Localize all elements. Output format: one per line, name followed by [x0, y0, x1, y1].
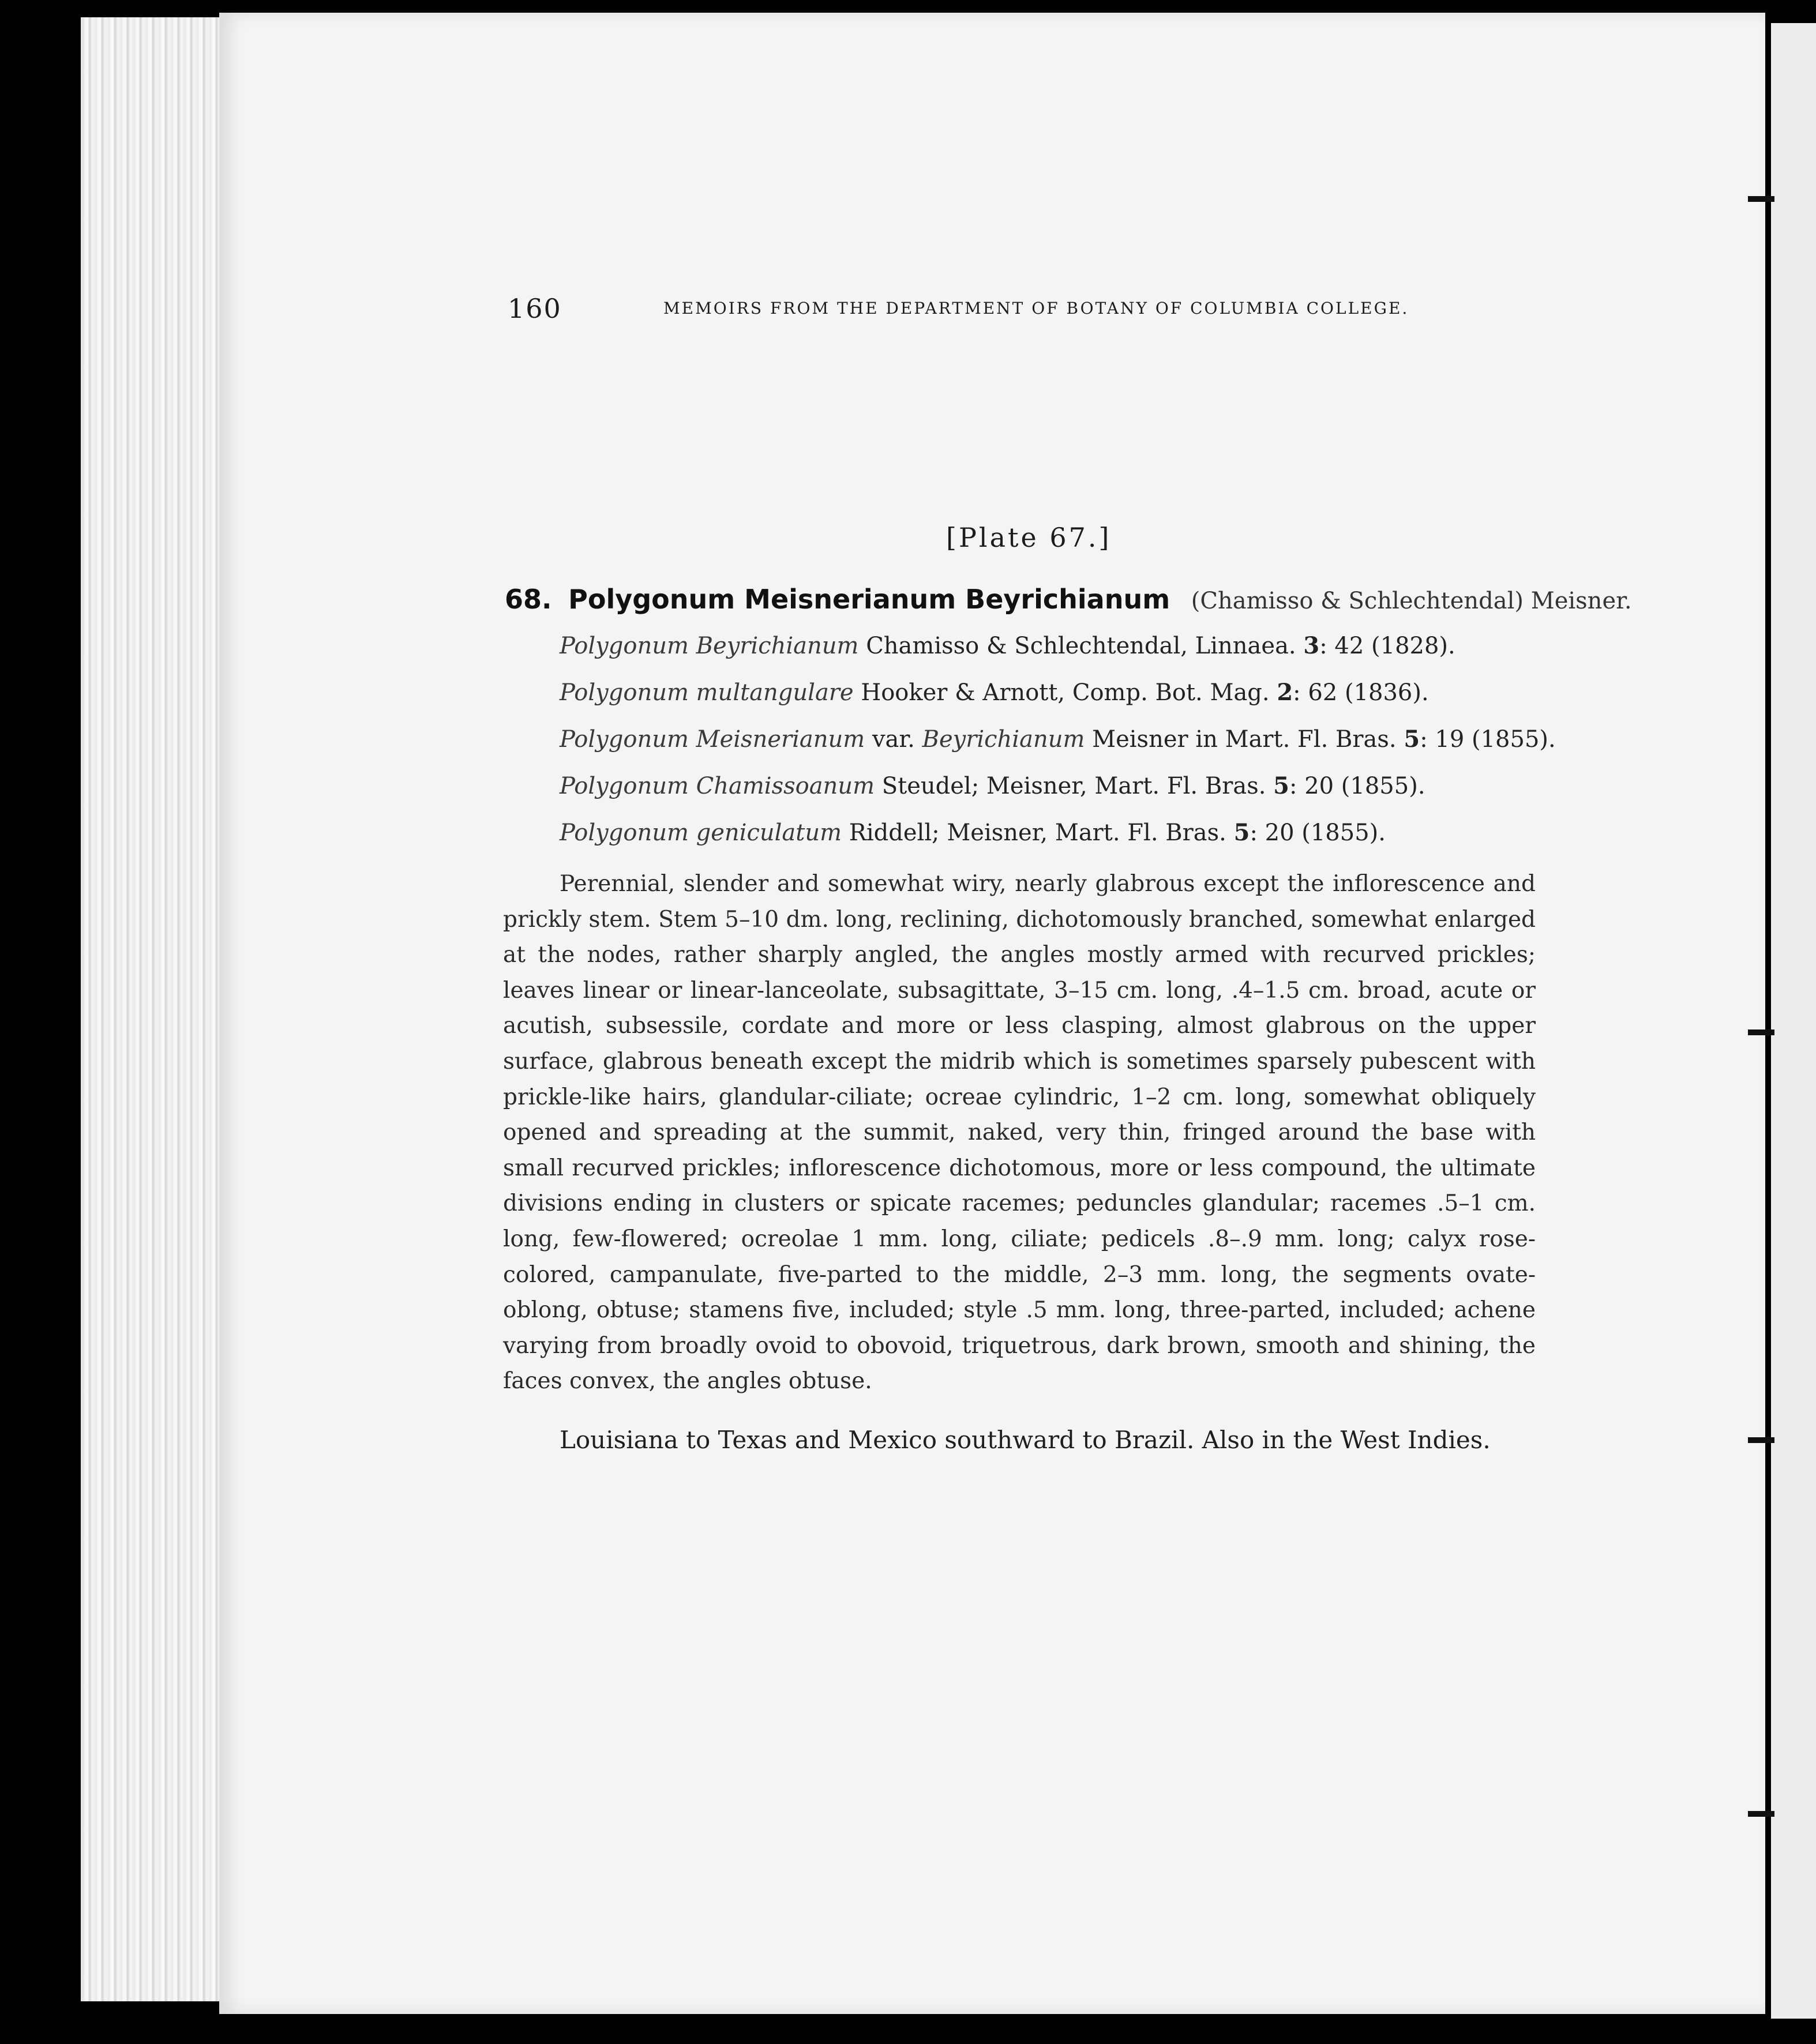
binding-thread-mark: [1748, 1811, 1774, 1817]
synonym-rank: var.: [872, 726, 915, 753]
distribution-note: Louisiana to Texas and Mexico southward to Brazil. Also in the West Indies.: [560, 1426, 1491, 1454]
synonym-entry: [560, 679, 1552, 726]
running-head: [508, 293, 1409, 324]
species-authority: (Chamisso & Schlechtendal) Meisner.: [1191, 588, 1632, 614]
synonym-genus: Polygonum: [560, 726, 689, 753]
synonym-entry: [560, 632, 1552, 679]
synonym-genus: Polygonum: [560, 679, 689, 706]
synonym-genus: Polygonum: [560, 633, 689, 659]
species-name: Polygonum Meisnerianum Beyrichianum: [568, 584, 1170, 615]
synonym-pages: : 20 (1855).: [1289, 773, 1425, 799]
synonym-entry: [560, 819, 1552, 866]
binding-thread-mark: [1748, 1437, 1774, 1443]
synonym-citation: Hooker & Arnott, Comp. Bot. Mag.: [861, 679, 1277, 706]
synonym-volume: 5: [1273, 772, 1289, 799]
synonym-infraspecific-name: Beyrichianum: [922, 726, 1085, 753]
synonym-citation: Meisner in Mart. Fl. Bras.: [1092, 726, 1404, 753]
binding-thread-mark: [1748, 196, 1774, 202]
plate-label: [Plate 67.]: [946, 522, 1112, 553]
synonym-epithet: Beyrichianum: [696, 633, 859, 659]
synonym-citation: Chamisso & Schlechtendal, Linnaea.: [866, 633, 1304, 659]
synonym-volume: 5: [1404, 726, 1420, 753]
binding-thread-mark: [1748, 1029, 1774, 1035]
synonym-entry: [560, 726, 1556, 772]
synonym-citation: Steudel; Meisner, Mart. Fl. Bras.: [881, 773, 1274, 799]
species-description: Perennial, slender and somewhat wiry, nearly glabrous except the inflorescence and prickly stem. Stem 5–10 dm. long, reclining, dichotomously branched, somewhat enlarged at the nodes, rather sharply angled, the angles mostly armed with recurved prickles; leaves linear or linear-lanceolate, subsagittate, 3–15 cm. long, .4–1.5 cm. broad, acute or acutish, subsessile, cordate and more or less clasping, almost glabrous on the upper surface, glabrous beneath except the midrib which is sometimes sparsely pubescent with prickle-like hairs, glandular-ciliate; ocreae cylindric, 1–2 cm. long, somewhat obliquely opened and spreading at the summit, naked, very thin, fringed around the base with small recurved prickles; inflorescence dichotomous, more or less compound, the ultimate divisions ending in clusters or spicate racemes; peduncles glandular; racemes .5–1 cm. long, few-flowered; ocreolae 1 mm. long, ciliate; pedicels .8–.9 mm. long; calyx rose-colored, campanulate, five-parted to the middle, 2–3 mm. long, the segments ovate-oblong, obtuse; stamens five, included; style .5 mm. long, three-parted, included; achene varying from broadly ovoid to obovoid, triquetrous, dark brown, smooth and shining, the faces convex, the angles obtuse.: [503, 871, 1536, 1395]
synonym-pages: : 62 (1836).: [1293, 679, 1429, 706]
synonym-pages: : 20 (1855).: [1250, 820, 1386, 846]
synonym-genus: Polygonum: [560, 773, 689, 799]
species-heading: [505, 584, 1632, 615]
synonym-epithet: multangulare: [696, 679, 854, 706]
synonym-volume: 3: [1303, 632, 1320, 659]
synonym-volume: 2: [1277, 679, 1293, 706]
synonym-volume: 5: [1233, 819, 1250, 846]
running-title: MEMOIRS FROM THE DEPARTMENT OF BOTANY OF COLUMBIA COLLEGE.: [663, 299, 1409, 318]
synonym-genus: Polygonum: [560, 820, 689, 846]
synonym-citation: Riddell; Meisner, Mart. Fl. Bras.: [849, 820, 1234, 846]
synonym-epithet: Meisnerianum: [696, 726, 865, 753]
synonym-epithet: Chamissoanum: [696, 773, 875, 799]
page-block-edge: [81, 17, 234, 2001]
facing-page-edge: [1765, 23, 1816, 2019]
synonym-epithet: geniculatum: [696, 820, 842, 846]
page-number: 160: [508, 293, 562, 324]
synonym-pages: : 42 (1828).: [1319, 633, 1455, 659]
synonym-entry: [560, 772, 1552, 819]
synonym-pages: : 19 (1855).: [1420, 726, 1556, 753]
species-number: 68.: [505, 584, 552, 615]
synonym-list: [560, 632, 1556, 866]
